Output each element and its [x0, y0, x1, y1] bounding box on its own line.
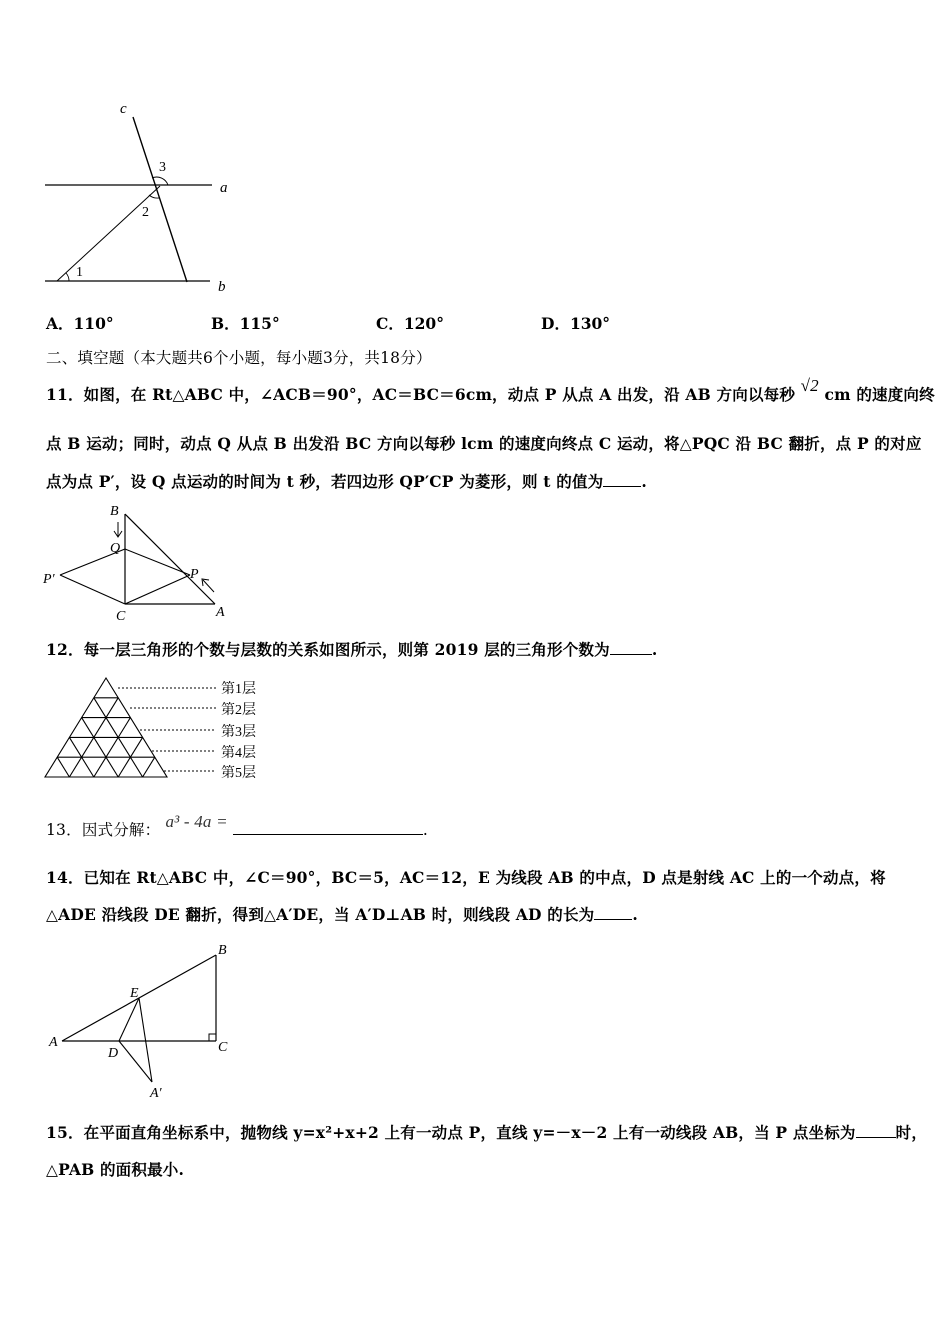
q11-text-b: cm 的速度向终 [824, 385, 935, 404]
q13-expression: a³ - 4a = [165, 812, 228, 831]
layer-4: 第4层 [221, 746, 256, 761]
q12-text: 12．每一层三角形的个数与层数的关系如图所示，则第 2019 层的三角形个数为 . [46, 640, 658, 659]
label-3: 3 [159, 160, 166, 175]
q15-line1: 15．在平面直角坐标系中，抛物线 y=x²+x+2 上有一动点 P，直线 y=－x－2 上有一动线段 AB，当 P 点坐标为 时， [46, 1123, 928, 1142]
answer-blank[interactable] [610, 654, 652, 655]
q11-line3: 点为点 P′，设 Q 点运动的时间为 t 秒，若四边形 QP′CP 为菱形，则 t 的值为 . [46, 472, 647, 491]
layer-2: 第2层 [221, 703, 256, 718]
option-b: B．115° [211, 314, 280, 333]
svg-text:B: B [218, 943, 227, 958]
q14-figure [40, 935, 240, 1105]
q13-line: 13．因式分解： a³ - 4a = . [46, 812, 429, 839]
transversal [57, 186, 160, 281]
q10-figure [40, 95, 240, 300]
svg-text:A′: A′ [150, 1086, 162, 1101]
svg-text:A: A [216, 605, 225, 620]
label-c: c [120, 101, 127, 117]
q11-text-a: 11．如图，在 Rt△ABC 中，∠ACB＝90°，AC＝BC＝6cm，动点 P 从点 A 出发，沿 AB 方向以每秒 [46, 385, 796, 404]
q12-figure [40, 672, 280, 787]
layer-3: 第3层 [221, 725, 256, 740]
svg-text:P′: P′ [43, 572, 55, 587]
answer-blank[interactable] [594, 919, 632, 920]
option-a: A．110° [46, 314, 114, 333]
label-b: b [218, 279, 226, 295]
svg-text:P: P [190, 567, 199, 582]
q11-sqrt: √2 [800, 376, 819, 395]
svg-text:B: B [110, 504, 119, 519]
q11-figure [40, 500, 240, 625]
label-1: 1 [76, 265, 83, 280]
answer-blank[interactable] [233, 834, 423, 835]
q11-line2: 点 B 运动；同时，动点 Q 从点 B 出发沿 BC 方向以每秒 lcm 的速度向终点 C 运动，将△PQC 沿 BC 翻折，点 P 的对应 [46, 434, 922, 453]
q14-line1: 14．已知在 Rt△ABC 中，∠C＝90°，BC＝5，AC＝12，E 为线段 AB 的中点，D 点是射线 AC 上的一个动点，将 [46, 868, 886, 887]
svg-text:Q: Q [110, 541, 121, 556]
layer-5: 第5层 [221, 766, 256, 781]
svg-text:C: C [218, 1040, 228, 1055]
line-c [133, 117, 187, 282]
answer-blank[interactable] [603, 486, 641, 487]
svg-text:C: C [116, 609, 126, 624]
label-2: 2 [142, 205, 149, 220]
option-d: D．130° [541, 314, 611, 333]
svg-text:A: A [49, 1035, 58, 1050]
option-c: C．120° [376, 314, 444, 333]
svg-text:E: E [130, 986, 139, 1001]
q11-text-3: 点为点 P′，设 Q 点运动的时间为 t 秒，若四边形 QP′CP 为菱形，则 t 的值为 [46, 472, 604, 491]
layer-1: 第1层 [221, 682, 256, 697]
section-title: 二、填空题（本大题共6个小题，每小题3分，共18分） [46, 349, 432, 367]
label-a: a [220, 180, 228, 196]
answer-blank[interactable] [856, 1137, 896, 1138]
q15-line2: △PAB 的面积最小. [46, 1160, 185, 1179]
q14-line2: △ADE 沿线段 DE 翻折，得到△A′DE，当 A′D⊥AB 时，则线段 AD 的长为 . [46, 905, 638, 924]
svg-text:D: D [108, 1046, 119, 1061]
q11-line1 [46, 376, 935, 405]
